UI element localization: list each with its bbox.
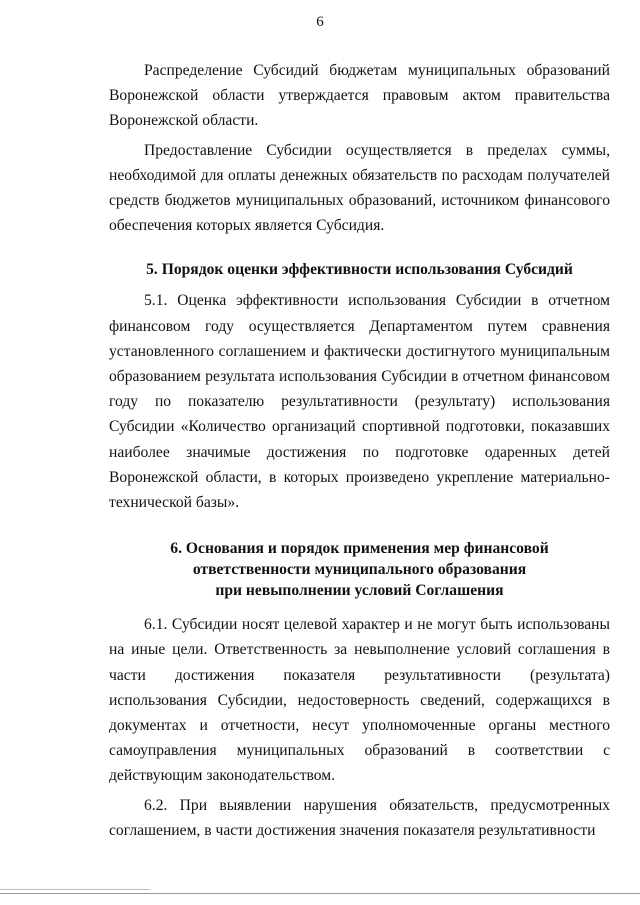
paragraph-subsidy-provision: Предоставление Субсидии осуществляется в пределах суммы, необходимой для оплаты денежных обязательств по расходам получателей средств бюджетов муниципальных образований, источником финансового обеспечения которых является Субсидия. [109,141,610,235]
footer-divider-short [0,889,150,890]
footer-divider [0,893,640,894]
paragraph-6-1: 6.1. Субсидии носят целевой характер и не могут быть использованы на иные цели. Ответственность за невыполнение условий соглашения в части достижения показателя результативности (результата) использования Субсидии, недостоверность сведений, содержащихся в документах и отчетности, несут уполномоченные органы местного самоуправления муниципальных образований в соответствии с действующим законодательством. [109,616,610,785]
section-6-heading-line-2: ответственности муниципального образования [192,561,527,579]
page-number: 6 [316,14,324,30]
paragraph-subsidy-distribution: Распределение Субсидий бюджетам муниципальных образований Воронежской области утверждается правовым актом правительства Воронежской области. [109,62,610,130]
section-6-heading-line-3: при невыполнении условий Соглашения [215,582,504,600]
paragraph-6-2: 6.2. При выявлении нарушения обязательств, предусмотренных соглашением, в части достижения значения показателя результативности [109,796,610,839]
section-6-heading-line-1: 6. Основания и порядок применения мер финансовой [170,540,549,558]
paragraph-5-1: 5.1. Оценка эффективности использования Субсидии в отчетном финансовом году осуществляется Департаментом путем сравнения установленного соглашением и фактически достигнутого муниципальным образованием результата использования Субсидии в отчетном финансовом году по показателю результативности (результату) использования Субсидии «Количество организаций спортивной подготовки, показавших наиболее значимые достижения по подготовке одаренных детей Воронежской области, в которых произведено укрепление материально-технической базы». [109,292,610,512]
section-6-heading [109,538,610,601]
section-5-heading: 5. Порядок оценки эффективности использования Субсидий [146,261,573,279]
document-body [109,58,610,843]
